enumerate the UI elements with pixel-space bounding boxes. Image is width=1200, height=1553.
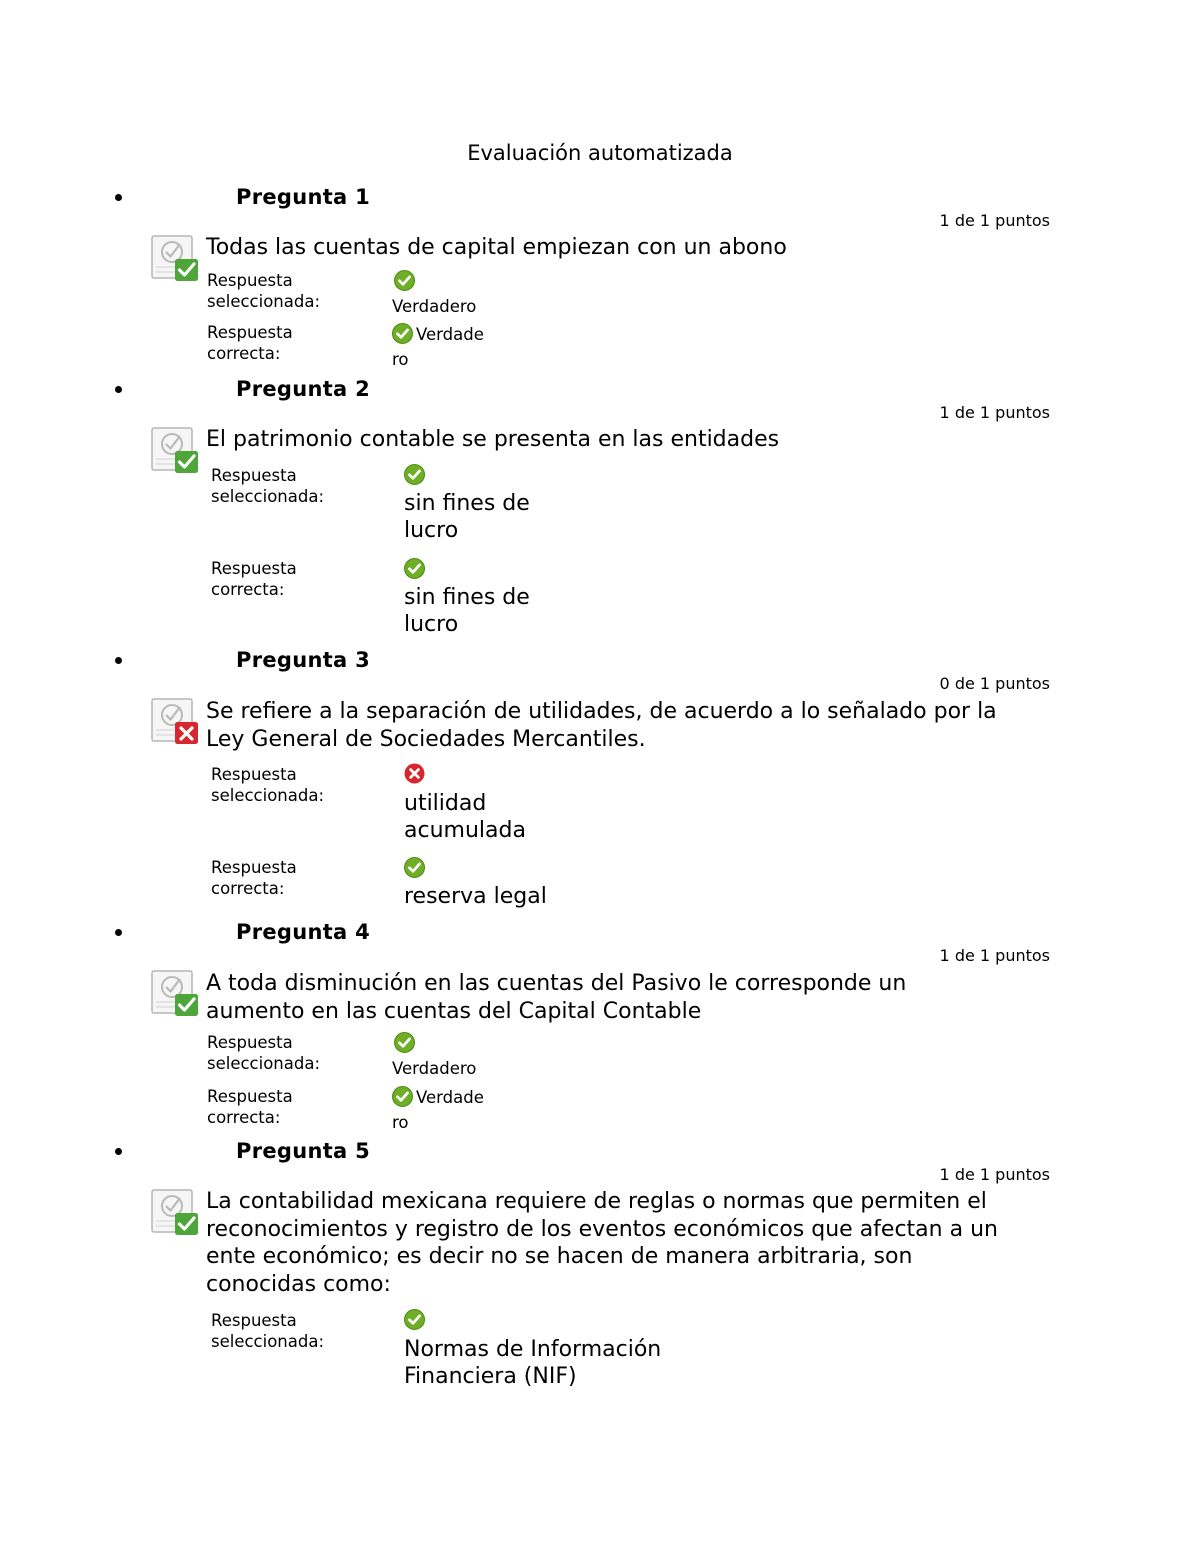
question-correct-icon [151, 235, 199, 283]
selected-answer: sin fines de lucro [404, 491, 530, 543]
green-check-icon [404, 464, 425, 485]
list-bullet [115, 1148, 122, 1155]
question-2-points: 1 de 1 puntos [939, 403, 1050, 422]
green-check-icon [392, 1086, 413, 1107]
question-incorrect-icon [151, 698, 199, 746]
green-check-icon [394, 270, 415, 291]
question-4-label: Pregunta 4 [236, 920, 371, 944]
green-check-icon [404, 1309, 425, 1330]
green-check-icon [404, 558, 425, 579]
selected-answer-label: Respuesta seleccionada: [211, 765, 325, 805]
correct-answer-line-1: Verdade [416, 1088, 484, 1107]
question-4-text: A toda disminución en las cuentas del Pasivo le corresponde un aumento en las cuentas del Capital Contable [206, 971, 907, 1024]
correct-answer-label: Respuesta correcta: [211, 559, 297, 599]
list-bullet [115, 386, 122, 393]
list-bullet [115, 929, 122, 936]
question-2-text: El patrimonio contable se presenta en las entidades [206, 427, 780, 452]
correct-answer [392, 1086, 484, 1110]
selected-answer-label: Respuesta seleccionada: [207, 1033, 321, 1073]
question-1-points: 1 de 1 puntos [939, 211, 1050, 230]
selected-answer-label: Respuesta seleccionada: [211, 1311, 325, 1351]
correct-answer [392, 323, 484, 347]
selected-answer-label: Respuesta seleccionada: [211, 466, 325, 506]
list-bullet [115, 657, 122, 664]
question-5-text: La contabilidad mexicana requiere de reglas o normas que permiten el reconocimientos y registro de los eventos económicos que afectan a un ente económico; es decir no se hacen de manera arbitraria, son conocidas como: [206, 1189, 998, 1297]
correct-answer-label: Respuesta correcta: [211, 858, 297, 898]
green-check-icon [404, 857, 425, 878]
correct-answer-label: Respuesta correcta: [207, 323, 293, 363]
selected-answer: Normas de Información Financiera (NIF) [404, 1337, 662, 1389]
question-3-label: Pregunta 3 [236, 648, 371, 672]
green-check-icon [394, 1032, 415, 1053]
selected-answer-label: Respuesta seleccionada: [207, 271, 321, 311]
question-3-points: 0 de 1 puntos [939, 674, 1050, 693]
green-check-icon [392, 323, 413, 344]
list-bullet [115, 194, 122, 201]
question-1-text: Todas las cuentas de capital empiezan con un abono [206, 235, 787, 260]
question-4-points: 1 de 1 puntos [939, 946, 1050, 965]
selected-answer: utilidad acumulada [404, 791, 526, 843]
question-correct-icon [151, 1189, 199, 1237]
question-correct-icon [151, 970, 199, 1018]
correct-answer-line-2: ro [392, 1113, 409, 1132]
correct-answer: sin fines de lucro [404, 585, 530, 637]
selected-answer: Verdadero [392, 297, 477, 316]
correct-answer-label: Respuesta correcta: [207, 1087, 293, 1127]
question-2-label: Pregunta 2 [236, 377, 371, 401]
correct-answer-line-2: ro [392, 350, 409, 369]
question-3-text: Se refiere a la separación de utilidades, de acuerdo a lo señalado por la Ley General de Sociedades Mercantiles. [206, 699, 997, 752]
question-correct-icon [151, 427, 199, 475]
correct-answer: reserva legal [404, 884, 547, 909]
question-5-points: 1 de 1 puntos [939, 1165, 1050, 1184]
correct-answer-line-1: Verdade [416, 325, 484, 344]
red-x-icon [404, 763, 425, 784]
selected-answer: Verdadero [392, 1059, 477, 1078]
page-title: Evaluación automatizada [467, 141, 733, 165]
question-1-label: Pregunta 1 [236, 185, 371, 209]
question-5-label: Pregunta 5 [236, 1139, 371, 1163]
